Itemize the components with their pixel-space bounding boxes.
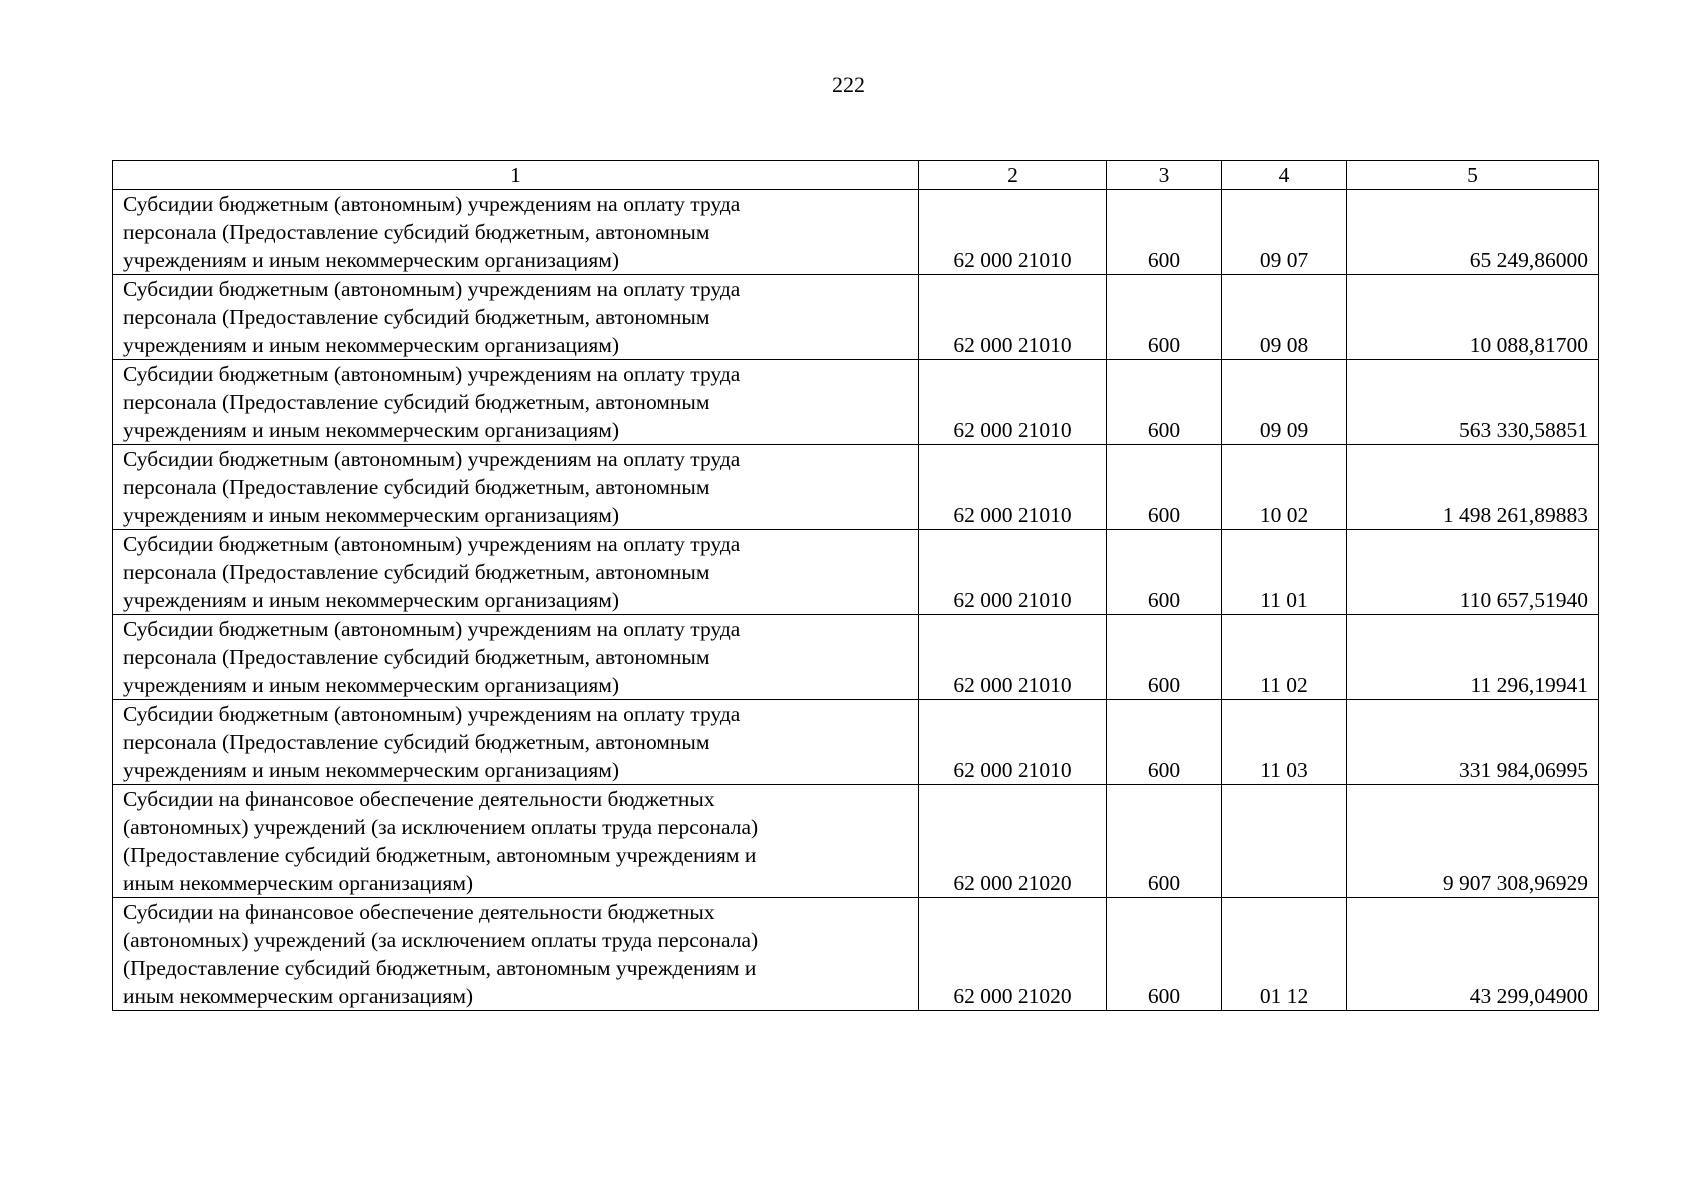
- row-csr-cell: 62 000 21010: [919, 445, 1107, 530]
- page-number: 222: [832, 72, 865, 97]
- row-sum-cell: 11 296,19941: [1347, 615, 1599, 700]
- row-vr-cell: 600: [1107, 700, 1222, 785]
- table-row: [113, 190, 1599, 275]
- row-csr-cell: 62 000 21020: [919, 785, 1107, 898]
- row-sum-cell: 10 088,81700: [1347, 275, 1599, 360]
- row-rz-cell: 11 01: [1222, 530, 1347, 615]
- row-rz-cell: 09 09: [1222, 360, 1347, 445]
- row-rz-cell: 11 03: [1222, 700, 1347, 785]
- row-csr-cell: 62 000 21010: [919, 360, 1107, 445]
- row-vr-cell: 600: [1107, 615, 1222, 700]
- table-row: [113, 785, 1599, 898]
- table-header-row: [113, 161, 1599, 190]
- row-vr-cell: 600: [1107, 275, 1222, 360]
- row-sum-cell: 563 330,58851: [1347, 360, 1599, 445]
- row-vr-cell: 600: [1107, 445, 1222, 530]
- row-rz-cell: 10 02: [1222, 445, 1347, 530]
- table-row: [113, 530, 1599, 615]
- row-name-cell: Субсидии бюджетным (автономным) учреждениям на оплату труда персонала (Предоставление субсидий бюджетным, автономным учреждениям и иным некоммерческим организациям): [113, 530, 919, 615]
- table-row: [113, 615, 1599, 700]
- row-rz-cell: 11 02: [1222, 615, 1347, 700]
- budget-table: [112, 160, 1599, 1011]
- row-rz-cell: 09 08: [1222, 275, 1347, 360]
- row-name-cell: Субсидии бюджетным (автономным) учреждениям на оплату труда персонала (Предоставление субсидий бюджетным, автономным учреждениям и иным некоммерческим организациям): [113, 615, 919, 700]
- row-sum-cell: 110 657,51940: [1347, 530, 1599, 615]
- table-row: [113, 445, 1599, 530]
- header-col-2: 2: [919, 161, 1107, 190]
- row-sum-cell: 9 907 308,96929: [1347, 785, 1599, 898]
- row-csr-cell: 62 000 21010: [919, 190, 1107, 275]
- header-col-4: 4: [1222, 161, 1347, 190]
- row-name-cell: Субсидии бюджетным (автономным) учреждениям на оплату труда персонала (Предоставление субсидий бюджетным, автономным учреждениям и иным некоммерческим организациям): [113, 700, 919, 785]
- row-vr-cell: 600: [1107, 530, 1222, 615]
- row-name-cell: Субсидии бюджетным (автономным) учреждениям на оплату труда персонала (Предоставление субсидий бюджетным, автономным учреждениям и иным некоммерческим организациям): [113, 360, 919, 445]
- row-name-cell: Субсидии бюджетным (автономным) учреждениям на оплату труда персонала (Предоставление субсидий бюджетным, автономным учреждениям и иным некоммерческим организациям): [113, 275, 919, 360]
- table-row: [113, 360, 1599, 445]
- table-row: [113, 275, 1599, 360]
- table-row: [113, 898, 1599, 1011]
- header-col-1: 1: [113, 161, 919, 190]
- row-rz-cell: [1222, 785, 1347, 898]
- row-sum-cell: 331 984,06995: [1347, 700, 1599, 785]
- row-rz-cell: 01 12: [1222, 898, 1347, 1011]
- row-csr-cell: 62 000 21020: [919, 898, 1107, 1011]
- row-rz-cell: 09 07: [1222, 190, 1347, 275]
- header-col-3: 3: [1107, 161, 1222, 190]
- row-sum-cell: 43 299,04900: [1347, 898, 1599, 1011]
- row-name-cell: Субсидии бюджетным (автономным) учреждениям на оплату труда персонала (Предоставление субсидий бюджетным, автономным учреждениям и иным некоммерческим организациям): [113, 190, 919, 275]
- row-vr-cell: 600: [1107, 785, 1222, 898]
- row-name-cell: Субсидии на финансовое обеспечение деятельности бюджетных (автономных) учреждений (за исключением оплаты труда персонала) (Предоставление субсидий бюджетным, автономным учреждениям и иным некоммерческим организациям): [113, 898, 919, 1011]
- row-sum-cell: 1 498 261,89883: [1347, 445, 1599, 530]
- row-csr-cell: 62 000 21010: [919, 700, 1107, 785]
- table-row: [113, 700, 1599, 785]
- row-vr-cell: 600: [1107, 190, 1222, 275]
- row-vr-cell: 600: [1107, 898, 1222, 1011]
- row-vr-cell: 600: [1107, 360, 1222, 445]
- row-csr-cell: 62 000 21010: [919, 275, 1107, 360]
- row-csr-cell: 62 000 21010: [919, 530, 1107, 615]
- row-csr-cell: 62 000 21010: [919, 615, 1107, 700]
- row-name-cell: Субсидии бюджетным (автономным) учреждениям на оплату труда персонала (Предоставление субсидий бюджетным, автономным учреждениям и иным некоммерческим организациям): [113, 445, 919, 530]
- header-col-5: 5: [1347, 161, 1599, 190]
- row-name-cell: Субсидии на финансовое обеспечение деятельности бюджетных (автономных) учреждений (за исключением оплаты труда персонала) (Предоставление субсидий бюджетным, автономным учреждениям и иным некоммерческим организациям): [113, 785, 919, 898]
- row-sum-cell: 65 249,86000: [1347, 190, 1599, 275]
